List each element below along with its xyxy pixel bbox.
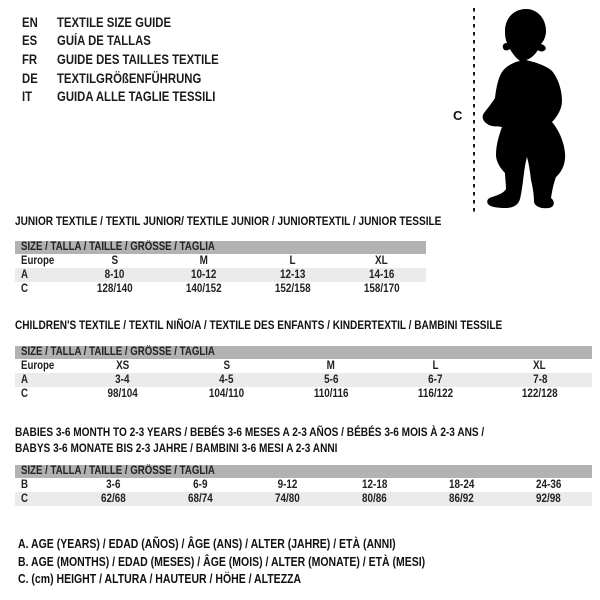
height-cell: 152/158	[274, 283, 311, 295]
height-cell: 62/68	[101, 493, 126, 505]
language-title-list	[22, 13, 250, 106]
size-cell: XS	[115, 360, 129, 372]
months-cell: 3-6	[106, 479, 121, 491]
height-cell: 80/86	[362, 493, 387, 505]
age-cell: 3-4	[115, 374, 130, 386]
language-code: ES	[22, 33, 38, 49]
junior-size-table	[15, 241, 426, 296]
row-label: C	[21, 283, 28, 295]
age-cell: 4-5	[219, 374, 234, 386]
height-cell: 110/116	[313, 388, 349, 400]
language-row-fr	[22, 50, 250, 69]
language-title: TEXTILGRÖßENFÜHRUNG	[57, 70, 202, 86]
size-header-label: SIZE / TALLA / TAILLE / GRÖSSE / TAGLIA	[21, 465, 215, 477]
legend-line-b: B. AGE (MONTHS) / EDAD (MESES) / ÂGE (MOIS) / ALTER (MONATE) / ETÀ (MESI)	[18, 554, 426, 569]
age-cell: 6-7	[428, 374, 443, 386]
baby-height-figure	[450, 5, 580, 215]
legend-line-a: A. AGE (YEARS) / EDAD (AÑOS) / ÂGE (ANS) / ALTER (JAHRE) / ETÀ (ANNI)	[18, 537, 396, 551]
babies-table-title	[15, 425, 574, 456]
junior-table-title-text: JUNIOR TEXTILE / TEXTIL JUNIOR/ TEXTILE JUNIOR / JUNIORTEXTIL / JUNIOR TESSILE	[15, 214, 442, 228]
height-cell: 98/104	[107, 388, 138, 400]
height-cell: 74/80	[275, 493, 300, 505]
language-title: TEXTILE SIZE GUIDE	[57, 14, 172, 30]
height-cell: 116/122	[417, 388, 454, 400]
table-row-age	[15, 373, 592, 387]
size-cell: S	[223, 360, 230, 372]
size-cell: M	[326, 360, 336, 372]
size-cell: L	[289, 255, 296, 267]
size-header-label: SIZE / TALLA / TAILLE / GRÖSSE / TAGLIA	[21, 241, 215, 253]
size-header-bar	[15, 346, 592, 359]
age-cell: 7-8	[532, 374, 547, 386]
table-row-europe	[15, 359, 592, 373]
age-cell: 8-10	[104, 269, 125, 281]
language-row-en	[22, 13, 250, 32]
babies-table-title-line2: BABYS 3-6 MONATE BIS 2-3 JAHRE / BAMBINI 3-6 MESI A 2-3 ANNI	[15, 440, 338, 455]
row-label: C	[21, 388, 28, 400]
size-cell: M	[199, 255, 208, 267]
language-title: GUIDA ALLE TAGLIE TESSILI	[57, 89, 216, 105]
height-cell: 128/140	[96, 283, 133, 295]
row-label: A	[21, 269, 28, 281]
height-cell: 140/152	[185, 283, 222, 295]
language-row-it	[22, 87, 250, 106]
age-cell: 10-12	[190, 269, 217, 281]
babies-table-title-line1: BABIES 3-6 MONTH TO 2-3 YEARS / BEBÉS 3-6 MESES A 2-3 AÑOS / BÉBÉS 3-6 MOIS À 2-3 ANS /	[15, 425, 485, 439]
height-cell: 92/98	[536, 493, 561, 505]
size-header-bar	[15, 465, 592, 478]
table-row-height	[15, 282, 426, 296]
table-row-months	[15, 478, 592, 492]
size-cell: XL	[533, 360, 547, 372]
height-cell: 158/170	[363, 283, 400, 295]
row-label: Europe	[21, 255, 55, 267]
months-cell: 24-36	[535, 479, 562, 491]
children-table-title-text: CHILDREN'S TEXTILE / TEXTIL NIÑO/A / TEXTILE DES ENFANTS / KINDERTEXTIL / BAMBINI TESSILE	[15, 318, 503, 332]
size-header-label: SIZE / TALLA / TAILLE / GRÖSSE / TAGLIA	[21, 346, 215, 358]
table-row-europe	[15, 254, 426, 268]
age-cell: 12-13	[279, 269, 306, 281]
language-code: IT	[22, 89, 33, 105]
baby-silhouette-icon	[483, 9, 566, 208]
junior-table-title	[15, 214, 523, 230]
size-header-bar	[15, 241, 426, 254]
height-cell: 104/110	[209, 388, 245, 400]
language-row-es	[22, 32, 250, 51]
language-title: GUIDE DES TAILLES TEXTILE	[57, 51, 219, 67]
months-cell: 6-9	[193, 479, 208, 491]
language-code: DE	[22, 70, 38, 86]
height-cell: 86/92	[449, 493, 474, 505]
age-cell: 14-16	[368, 269, 395, 281]
size-cell: XL	[375, 255, 388, 267]
age-cell: 5-6	[323, 374, 339, 386]
months-cell: 18-24	[448, 479, 475, 491]
months-cell: 9-12	[277, 479, 298, 491]
babies-size-table	[15, 465, 592, 506]
size-cell: S	[111, 255, 118, 267]
legend-line-c: C. (cm) HEIGHT / ALTURA / HAUTEUR / HÖHE / ALTEZZA	[18, 572, 302, 586]
children-table-title	[15, 318, 595, 334]
table-row-height	[15, 387, 592, 401]
height-measure-label: C	[453, 108, 463, 123]
language-row-de	[22, 69, 250, 88]
row-label: A	[21, 374, 28, 386]
children-size-table	[15, 346, 592, 401]
size-cell: L	[432, 360, 439, 372]
table-row-age	[15, 268, 426, 282]
months-cell: 12-18	[361, 479, 388, 491]
table-row-height	[15, 492, 592, 506]
row-label: C	[21, 493, 28, 505]
language-code: EN	[22, 14, 38, 30]
measurement-legend	[18, 536, 503, 589]
language-title: GUÍA DE TALLAS	[57, 33, 151, 49]
language-code: FR	[22, 51, 38, 67]
row-label: Europe	[21, 360, 55, 372]
height-cell: 68/74	[188, 493, 213, 505]
row-label: B	[21, 479, 28, 491]
height-cell: 122/128	[521, 388, 558, 400]
